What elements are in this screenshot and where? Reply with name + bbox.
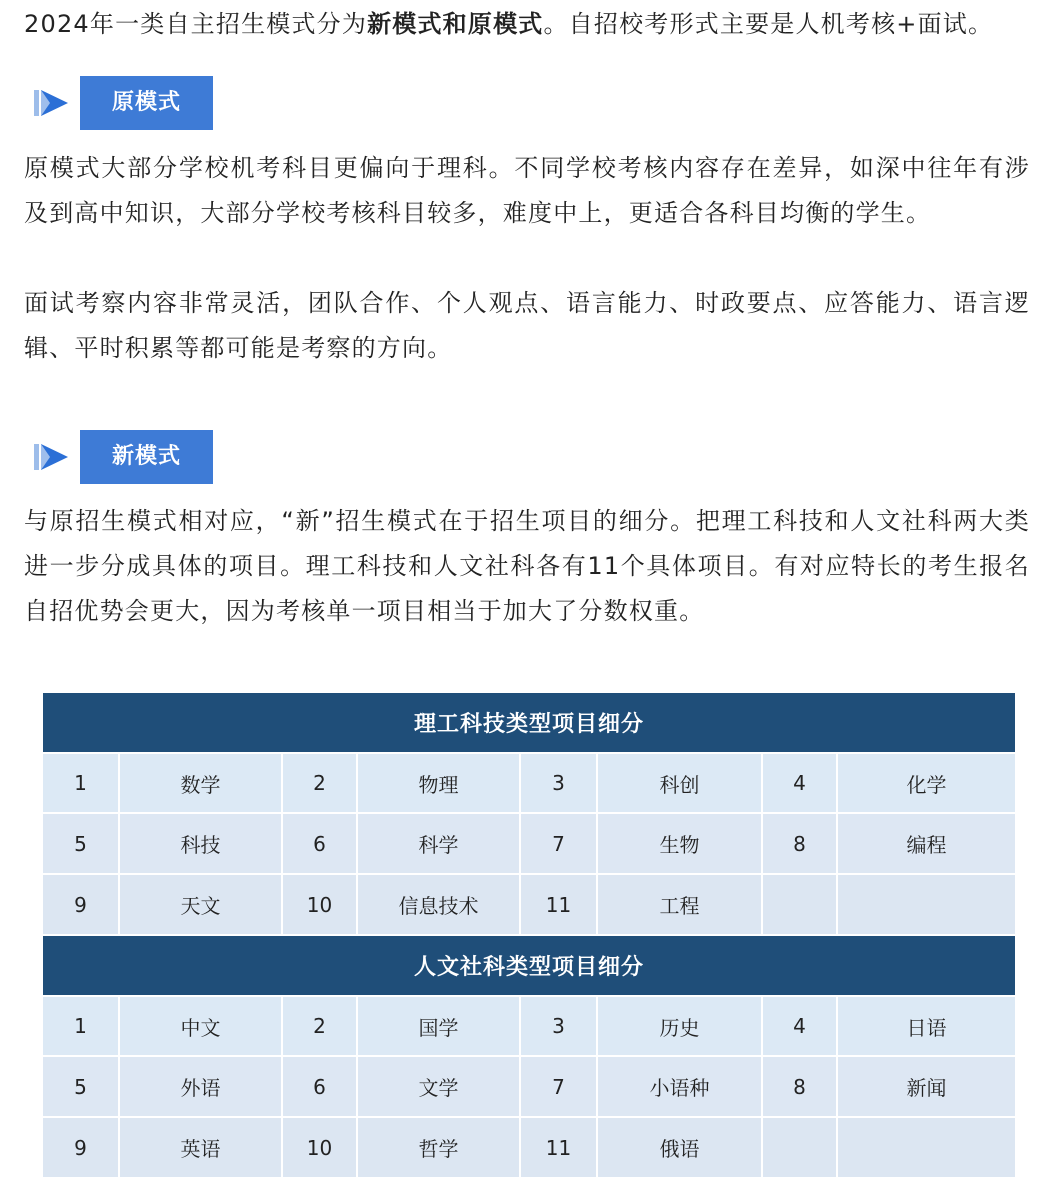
table-cell: 中文 bbox=[119, 996, 282, 1056]
table-cell: 工程 bbox=[597, 874, 762, 935]
section-header-original bbox=[32, 76, 222, 130]
table-cell bbox=[837, 1117, 1016, 1178]
play-arrow-icon bbox=[32, 442, 72, 472]
table-row bbox=[42, 753, 1016, 813]
section-badge: 新模式 bbox=[80, 430, 213, 484]
table-cell: 科技 bbox=[119, 813, 282, 874]
table-cell: 11 bbox=[520, 1117, 597, 1178]
table-cell: 9 bbox=[42, 874, 119, 935]
table-cell: 7 bbox=[520, 813, 597, 874]
table-cell: 小语种 bbox=[597, 1056, 762, 1117]
table-cell: 7 bbox=[520, 1056, 597, 1117]
table-cell: 4 bbox=[762, 996, 837, 1056]
table-cell: 俄语 bbox=[597, 1117, 762, 1178]
project-table bbox=[41, 691, 1015, 1179]
table-cell: 哲学 bbox=[357, 1117, 520, 1178]
table-cell: 历史 bbox=[597, 996, 762, 1056]
table-group-title: 理工科技类型项目细分 bbox=[42, 692, 1016, 753]
table-cell: 5 bbox=[42, 1056, 119, 1117]
table-cell: 9 bbox=[42, 1117, 119, 1178]
table-cell: 日语 bbox=[837, 996, 1016, 1056]
table-cell: 文学 bbox=[357, 1056, 520, 1117]
table-cell: 1 bbox=[42, 996, 119, 1056]
table-cell: 8 bbox=[762, 1056, 837, 1117]
table-cell: 英语 bbox=[119, 1117, 282, 1178]
table-row bbox=[42, 1117, 1016, 1178]
section-header-new bbox=[32, 430, 222, 484]
section-badge: 原模式 bbox=[80, 76, 213, 130]
intro-suffix: 。自招校考形式主要是人机考核+面试。 bbox=[543, 10, 994, 38]
table-cell: 编程 bbox=[837, 813, 1016, 874]
table-cell bbox=[762, 1117, 837, 1178]
table-cell: 11 bbox=[520, 874, 597, 935]
table-cell: 国学 bbox=[357, 996, 520, 1056]
table-cell: 生物 bbox=[597, 813, 762, 874]
table-cell: 数学 bbox=[119, 753, 282, 813]
table-row bbox=[42, 813, 1016, 874]
table-cell: 10 bbox=[282, 874, 357, 935]
table-cell: 10 bbox=[282, 1117, 357, 1178]
table-cell: 外语 bbox=[119, 1056, 282, 1117]
intro-paragraph bbox=[24, 2, 1030, 47]
table-group-title: 人文社科类型项目细分 bbox=[42, 935, 1016, 996]
table-cell: 科创 bbox=[597, 753, 762, 813]
table-cell: 8 bbox=[762, 813, 837, 874]
play-arrow-icon bbox=[32, 88, 72, 118]
table-cell: 信息技术 bbox=[357, 874, 520, 935]
section-paragraph: 面试考察内容非常灵活，团队合作、个人观点、语言能力、时政要点、应答能力、语言逻辑、平时积累等都可能是考察的方向。 bbox=[24, 289, 1030, 362]
table-cell: 5 bbox=[42, 813, 119, 874]
table-row bbox=[42, 1056, 1016, 1117]
table-group-header bbox=[42, 935, 1016, 996]
table-cell: 2 bbox=[282, 753, 357, 813]
table-cell: 2 bbox=[282, 996, 357, 1056]
table-cell bbox=[762, 874, 837, 935]
table-cell: 化学 bbox=[837, 753, 1016, 813]
table-cell bbox=[837, 874, 1016, 935]
table-cell: 科学 bbox=[357, 813, 520, 874]
section-paragraph: 与原招生模式相对应，“新”招生模式在于招生项目的细分。把理工科技和人文社科两大类进一步分成具体的项目。理工科技和人文社科各有11个具体项目。有对应特长的考生报名自招优势会更大，因为考核单一项目相当于加大了分数权重。 bbox=[24, 507, 1030, 625]
table-row bbox=[42, 996, 1016, 1056]
section-paragraph: 原模式大部分学校机考科目更偏向于理科。不同学校考核内容存在差异，如深中往年有涉及到高中知识，大部分学校考核科目较多，难度中上，更适合各科目均衡的学生。 bbox=[24, 154, 1030, 227]
intro-prefix: 2024年一类自主招生模式分为 bbox=[24, 10, 368, 38]
table-cell: 3 bbox=[520, 753, 597, 813]
table-cell: 4 bbox=[762, 753, 837, 813]
table-cell: 1 bbox=[42, 753, 119, 813]
table-cell: 6 bbox=[282, 813, 357, 874]
table-cell: 天文 bbox=[119, 874, 282, 935]
table-row bbox=[42, 874, 1016, 935]
table-cell: 物理 bbox=[357, 753, 520, 813]
table-group-header bbox=[42, 692, 1016, 753]
intro-bold: 新模式和原模式 bbox=[367, 10, 544, 38]
table-cell: 6 bbox=[282, 1056, 357, 1117]
table-cell: 3 bbox=[520, 996, 597, 1056]
table-cell: 新闻 bbox=[837, 1056, 1016, 1117]
